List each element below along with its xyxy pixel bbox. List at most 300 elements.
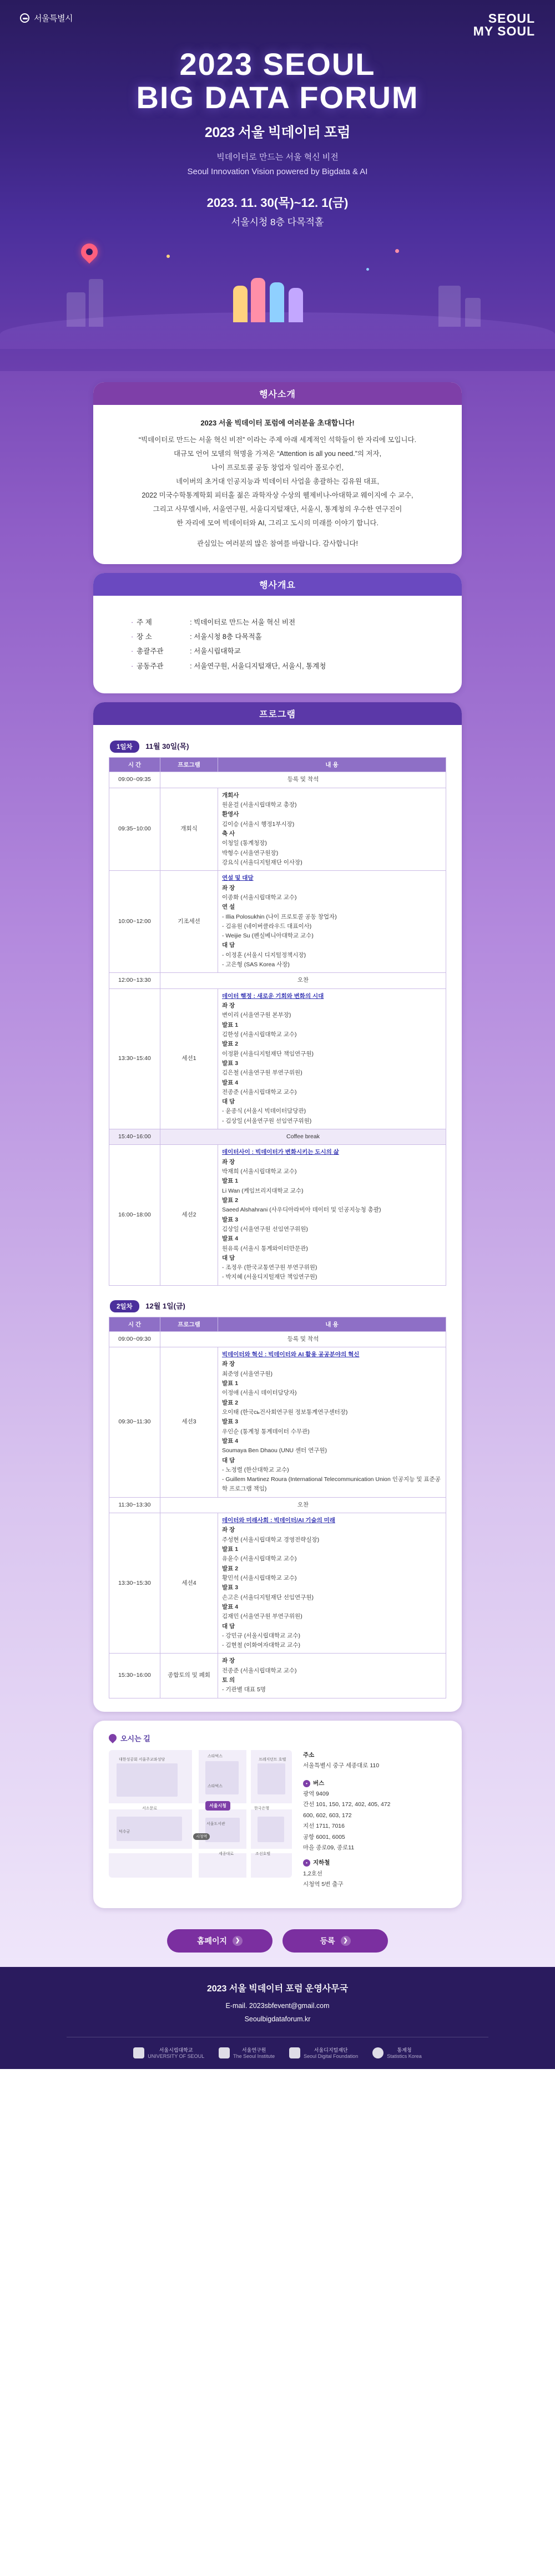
- footer-logo-item: [372, 2046, 422, 2059]
- cell-content: [218, 1347, 446, 1498]
- illustration-building: [438, 286, 461, 327]
- cell-content: [218, 988, 446, 1129]
- content-label: 발표 2: [222, 1399, 239, 1406]
- page-title: [0, 48, 555, 141]
- content-line: - 윤종식 (서울시 빅데이터담당관): [222, 1108, 306, 1115]
- content-label: 발표 3: [222, 1418, 239, 1426]
- footer-email-row: [0, 2000, 555, 2013]
- overview-item-value: : 서울시립대학교: [190, 647, 241, 656]
- footer-logo-text: [304, 2046, 358, 2059]
- content-block: [222, 1215, 442, 1235]
- content-label: 좌 장: [222, 1527, 235, 1534]
- cell-time: 15:40~16:00: [109, 1129, 160, 1145]
- content-block: [222, 1177, 442, 1196]
- illustration-person: [289, 288, 303, 322]
- map-label: 조선호텔: [255, 1852, 271, 1856]
- content-line: 원윤걸 (서울시립대학교 총장): [222, 802, 297, 809]
- transport-line: 1,2호선: [303, 1870, 322, 1877]
- event-date: 2023. 11. 30(목)~12. 1(금): [206, 196, 349, 210]
- table-row: [109, 1129, 446, 1145]
- col-program: 프로그램: [160, 1317, 218, 1331]
- content-block: [222, 1001, 442, 1021]
- event-place: 서울시청 8층 다목적홀: [231, 217, 324, 228]
- overview-item: [131, 659, 446, 673]
- overview-item-value: : 빅데이터로 만드는 서울 혁신 비전: [190, 618, 296, 626]
- map-label: 서울도서관: [206, 1822, 225, 1826]
- content-line: 유윤수 (서울시립대학교 교수): [222, 1555, 297, 1563]
- cell-content: [218, 788, 446, 871]
- cell-time: 10:00~12:00: [109, 871, 160, 973]
- overview-item-value: : 서울시청 8층 다목적홀: [190, 633, 262, 641]
- content-block: [222, 1516, 442, 1525]
- footer-logo-name: 통계청: [397, 2047, 412, 2053]
- transport-label-text: 버스: [313, 1779, 325, 1787]
- overview-item: [131, 644, 446, 658]
- footer-title: 2023 서울 빅데이터 포럼 운영사무국: [206, 1984, 349, 1994]
- overview-list: [109, 615, 446, 673]
- table-header-row: [109, 758, 446, 772]
- brand-line2: MY SOUL: [473, 24, 535, 38]
- transport-label-text: 지하철: [313, 1859, 330, 1867]
- content-line: 손고은 (서울디지털재단 선임연구원): [222, 1594, 314, 1601]
- content-line: 전종준 (서울시립대학교 교수): [222, 1088, 297, 1096]
- address-label: 주소: [303, 1751, 315, 1758]
- content-label: 좌 장: [222, 1002, 235, 1009]
- register-button[interactable]: [282, 1929, 388, 1953]
- content-line: - 김상일 (서울연구원 선임연구위원): [222, 1117, 312, 1124]
- overview-item-key: 공동주관: [137, 662, 164, 670]
- transport-line: 시청역 5번 출구: [303, 1881, 344, 1888]
- cell-program: 세션3: [160, 1347, 218, 1498]
- chevron-right-icon: ❯: [341, 1936, 351, 1946]
- content-block: [222, 1417, 442, 1437]
- content-line: - 조정우 (한국교통연구원 부연구위원): [222, 1264, 317, 1271]
- intro-p4: 네이버의 초거대 인공지능과 빅데이터 사업을 총괄하는 김유원 대표,: [176, 478, 379, 486]
- content-label: 좌 장: [222, 1361, 235, 1368]
- day1-badge: 1일차: [110, 741, 139, 753]
- register-button-label: 등록: [320, 1936, 335, 1945]
- cell-program: 종합토의 및 폐회: [160, 1654, 218, 1698]
- content-line: - 고은형 (SAS Korea 사장): [222, 961, 290, 968]
- organization-logo-icon: [133, 2047, 144, 2058]
- content-block: [222, 1148, 442, 1157]
- title-ko: 2023 서울 빅데이터 포럼: [204, 124, 351, 140]
- footer-logo-name: 서울연구원: [241, 2047, 266, 2053]
- content-block: [222, 810, 442, 829]
- overview-card: [93, 573, 462, 693]
- day1-header: [109, 737, 446, 757]
- overview-item: [131, 615, 446, 630]
- content-line: - 김현철 (이화여자대학교 교수): [222, 1642, 300, 1649]
- day1-label: 11월 30일(목): [145, 742, 189, 751]
- footer-logo-text: [233, 2046, 275, 2059]
- content-line: 황민석 (서울시립대학교 교수): [222, 1574, 297, 1581]
- illustration-building: [67, 292, 85, 327]
- table-row: [109, 1654, 446, 1698]
- brand-line1: SEOUL: [488, 11, 535, 26]
- overview-item-key: 장 소: [137, 633, 152, 641]
- illustration-building: [465, 298, 481, 327]
- content-block: [222, 1545, 442, 1564]
- cell-content: Coffee break: [160, 1129, 446, 1145]
- cell-program: 기조세션: [160, 871, 218, 973]
- transport-line: 광역 9409: [303, 1790, 329, 1797]
- content-label: 발표 2: [222, 1565, 239, 1572]
- content-label: 발표 1: [222, 1021, 239, 1028]
- footer-logo-sub: UNIVERSITY OF SEOUL: [148, 2053, 205, 2060]
- table-row: [109, 973, 446, 988]
- content-line: - 노정렬 (한산대학교 교수): [222, 1466, 289, 1473]
- map-block: [258, 1763, 285, 1794]
- content-block: [222, 902, 442, 941]
- footer-logo-name: 서울디지털재단: [314, 2047, 348, 2053]
- content-label: 발표 4: [222, 1235, 239, 1243]
- content-block: [222, 884, 442, 903]
- map-label: 프레지던트 호텔: [259, 1757, 286, 1762]
- intro-body: [93, 405, 462, 564]
- content-label: 발표 1: [222, 1380, 239, 1387]
- content-block: [222, 1234, 442, 1254]
- overview-item-key: 총괄주관: [137, 647, 164, 656]
- content-line: 김이승 (서울시 행정1부시장): [222, 820, 295, 828]
- session-title: 데이터 행정 : 새로운 기회와 변화의 시대: [222, 992, 324, 1000]
- footer-logos: [67, 2037, 488, 2059]
- content-line: - 김유원 (네이버클라우드 대표이사): [222, 922, 312, 930]
- footer-email-label: E-mail.: [225, 2001, 248, 2010]
- illustration-person: [270, 282, 284, 322]
- seoul-mark-icon: [20, 13, 29, 23]
- location-pin-icon: [107, 1732, 118, 1743]
- col-time: 시 간: [109, 758, 160, 772]
- content-label: 개회사: [222, 792, 239, 799]
- footer-logo-item: [133, 2046, 204, 2059]
- transport-label: [303, 1858, 391, 1868]
- seoul-my-soul-logo: [473, 12, 535, 38]
- bullet-icon: ·: [131, 662, 134, 670]
- col-content: 내 용: [218, 1317, 446, 1331]
- day1-table: [109, 757, 446, 1285]
- subtitle-en: Seoul Innovation Vision powered by Bigdata & AI: [187, 167, 368, 177]
- content-line: Soumaya Ben Dhaou (UNU 센터 연구원): [222, 1447, 327, 1454]
- content-block: [222, 1676, 442, 1695]
- content-line: 변이리 (서울연구원 본부장): [222, 1012, 291, 1019]
- intro-p8: 관심있는 여러분의 많은 참여를 바랍니다. 감사합니다!: [197, 540, 358, 548]
- session-title: 연설 및 대담: [222, 875, 254, 882]
- content-block: [222, 1603, 442, 1622]
- cell-time: 09:00~09:30: [109, 1331, 160, 1347]
- content-line: - Weijie Su (펜실베니아대학교 교수): [222, 932, 314, 940]
- seoul-city-logo: [20, 12, 73, 24]
- action-buttons: [0, 1917, 555, 1967]
- title-en-line1: 2023 SEOUL: [179, 47, 376, 82]
- transport-line: 공항 6001, 6005: [303, 1833, 345, 1840]
- content-line: 이종화 (서울시립대학교 교수): [222, 894, 297, 901]
- content-label: 발표 4: [222, 1603, 239, 1610]
- intro-p1: “빅데이터로 만드는 서울 혁신 비전” 이라는 주제 아래 세계적인 석학들이 한 자리에 모입니다.: [138, 436, 417, 444]
- transport-line: 마을 종로09, 종로11: [303, 1844, 355, 1852]
- title-en-line2: BIG DATA FORUM: [136, 80, 419, 115]
- content-line: 김상일 (서울연구원 선임연구위원): [222, 1225, 308, 1233]
- content-line: 최준영 (서울연구원): [222, 1370, 273, 1377]
- map-road-vertical: [246, 1750, 251, 1878]
- cell-content: [218, 1654, 446, 1698]
- content-label: 좌 장: [222, 884, 235, 891]
- illustration-dot: [366, 268, 369, 271]
- map-label: 대한성공회 서울주교좌성당: [119, 1757, 165, 1762]
- intro-p2: 대규모 언어 모델의 혁명을 가져온 “Attention is all you need.”의 저자,: [173, 450, 382, 458]
- content-block: [222, 1059, 442, 1078]
- footer-contact: [0, 2000, 555, 2026]
- footer-logo-sub: Seoul Digital Foundation: [304, 2053, 359, 2060]
- intro-heading: 행사소개: [93, 382, 462, 405]
- day2-header: [109, 1297, 446, 1317]
- content-line: - 강민규 (서울시립대학교 교수): [222, 1632, 300, 1639]
- intro-p3: 나이 프로토콜 공동 창업자 일리아 폴로수킨,: [211, 464, 344, 472]
- illustration-dot: [395, 249, 399, 253]
- content-line: 오이태 (한국сь건사회연구원 정보통계연구센터장): [222, 1408, 348, 1416]
- overview-heading: 행사개요: [93, 573, 462, 596]
- content-block: [222, 1039, 442, 1059]
- content-block: [222, 1158, 442, 1177]
- intro-lead: 2023 서울 빅데이터 포럼에 여러분을 초대합니다!: [200, 419, 355, 428]
- content-line: 강요식 (서울디지털재단 이사장): [222, 859, 302, 866]
- content-line: - 이정훈 (서울시 디지털정책시장): [222, 951, 306, 959]
- content-label: 대 담: [222, 942, 235, 949]
- content-line: Li Wan (케임브리지대학교 교수): [222, 1187, 304, 1194]
- content-label: 발표 2: [222, 1196, 239, 1204]
- chevron-right-icon: ❯: [233, 1936, 243, 1946]
- table-row: [109, 1331, 446, 1347]
- content-block: [222, 1254, 442, 1282]
- content-label: 발표 2: [222, 1041, 239, 1048]
- content-line: 박재희 (서울시립대학교 교수): [222, 1168, 297, 1175]
- cell-time: 09:35~10:00: [109, 788, 160, 871]
- content-block: [222, 941, 442, 970]
- content-label: 축 사: [222, 830, 235, 837]
- content-block: [222, 1583, 442, 1603]
- footer-logo-sub: The Seoul Institute: [233, 2053, 275, 2060]
- content-block: [222, 1564, 442, 1584]
- content-line: 김한성 (서울시립대학교 교수): [222, 1031, 297, 1038]
- content-block: [222, 1379, 442, 1398]
- table-row: [109, 871, 446, 973]
- content-block: [222, 1196, 442, 1215]
- content-line: 김은철 (서울연구원 부연구위원): [222, 1069, 302, 1077]
- illustration-person: [233, 286, 248, 322]
- content-line: - 박지혜 (서울디지털재단 책임연구원): [222, 1274, 317, 1281]
- transport-label: [303, 1778, 391, 1789]
- map-label: 스타벅스: [208, 1754, 223, 1758]
- cell-time: 09:00~09:35: [109, 772, 160, 788]
- content-label: 좌 장: [222, 1657, 235, 1665]
- map-block: [117, 1763, 178, 1797]
- content-line: 우인순 (통계청 통계데이터 수무관): [222, 1428, 310, 1435]
- content-line: 이청일 (통계청장): [222, 840, 267, 847]
- table-row: [109, 772, 446, 788]
- content-line: 박형수 (서울연구원장): [222, 849, 279, 856]
- content-label: 대 담: [222, 1622, 235, 1630]
- content-block: [222, 1622, 442, 1651]
- cell-content: 등록 및 착석: [160, 772, 446, 788]
- table-row: [109, 1513, 446, 1654]
- spacer: [303, 1853, 391, 1858]
- program-body: [93, 725, 462, 1711]
- content-line: - Guillem Martinez Roura (International Telecommunication Union 인공지능 및 표준공학 프로그램 책임): [222, 1476, 441, 1493]
- session-title: 데이터사이 : 빅데이터가 변화시키는 도시의 삶: [222, 1149, 339, 1156]
- content-block: [222, 1456, 442, 1494]
- homepage-button-label: 홈페이지: [196, 1936, 228, 1945]
- col-time: 시 간: [109, 1317, 160, 1331]
- content-line: 김재민 (서울연구원 부연구위원): [222, 1613, 302, 1620]
- table-header-row: [109, 1317, 446, 1331]
- session-title: 빅데이터와 혁신 : 빅데이터와 AI 활용 공공분야의 혁신: [222, 1351, 360, 1358]
- overview-item: [131, 630, 446, 644]
- day2-table: [109, 1317, 446, 1698]
- map-label: 세종대로: [219, 1852, 234, 1856]
- map-label: 한국은행: [254, 1806, 270, 1811]
- cell-content: [218, 1145, 446, 1285]
- content-block: [222, 1360, 442, 1379]
- content-block: [222, 1021, 442, 1040]
- map-road-vertical: [192, 1750, 199, 1878]
- map-canvas[interactable]: [109, 1750, 292, 1878]
- content-line: - 기관별 대표 5명: [222, 1686, 266, 1693]
- col-content: 내 용: [218, 758, 446, 772]
- map-block: [258, 1817, 284, 1842]
- footer-logo-name: 서울시립대학교: [159, 2047, 193, 2053]
- table-row: [109, 1347, 446, 1498]
- map-label: 덕수궁: [119, 1829, 130, 1834]
- directions-heading-label: 오시는 길: [120, 1734, 150, 1743]
- hero-subtitle: [0, 150, 555, 180]
- address-value: 서울특별시 중구 세종대로 110: [303, 1762, 380, 1769]
- map-venue-marker: 서울시청: [205, 1801, 230, 1811]
- footer-logo-item: [289, 2046, 358, 2059]
- map-info: [303, 1750, 391, 1895]
- cell-content: 등록 및 착석: [160, 1331, 446, 1347]
- bullet-icon: ·: [131, 633, 134, 641]
- map-pin-icon: [78, 240, 101, 263]
- seoul-city-logo-label: 서울특별시: [34, 14, 73, 23]
- cell-time: 15:30~16:00: [109, 1654, 160, 1698]
- content-label: 대 담: [222, 1254, 235, 1261]
- illustration-building: [89, 279, 103, 327]
- content-block: [222, 1350, 442, 1360]
- directions-heading: [109, 1733, 446, 1743]
- illustration-person: [251, 278, 265, 322]
- program-card: [93, 702, 462, 1711]
- cell-program: 세션4: [160, 1513, 218, 1654]
- content-line: Saeed Alshahrani (사우디아라비아 데이터 및 인공지능청 총괄): [222, 1206, 381, 1214]
- overview-body: [93, 596, 462, 693]
- content-block: [222, 791, 442, 810]
- cell-content: [218, 1513, 446, 1654]
- intro-card: [93, 382, 462, 564]
- intro-p7: 한 자리에 모여 빅데이터와 AI, 그리고 도시의 미래를 이야기 합니다.: [176, 519, 379, 528]
- content-block: [222, 829, 442, 868]
- transport-list: [303, 1778, 391, 1895]
- content-label: 발표 4: [222, 1079, 239, 1086]
- homepage-button[interactable]: [167, 1929, 273, 1953]
- cell-program: 개회식: [160, 788, 218, 871]
- bullet-icon: ·: [131, 647, 134, 656]
- footer: [0, 1967, 555, 2070]
- content-block: [222, 992, 442, 1001]
- footer-logo-sub: Statistics Korea: [387, 2053, 422, 2060]
- intro-p6: 그리고 사무엘시바, 서울연구원, 서울디지털재단, 서울시, 통계청의 우수한 연구진이: [153, 505, 402, 514]
- overview-item-value: : 서울연구원, 서울디지털재단, 서울시, 통계청: [190, 662, 326, 670]
- subtitle-ko: 빅데이터로 만드는 서울 혁신 비전: [216, 152, 339, 162]
- hero-banner: [0, 0, 555, 371]
- bus-icon: •: [303, 1780, 310, 1787]
- program-heading: 프로그램: [93, 702, 462, 725]
- map-station-marker: 시청역: [193, 1833, 210, 1840]
- transport-line: 간선 101, 150, 172, 402, 405, 472: [303, 1801, 391, 1808]
- hero-illustration: [0, 238, 555, 349]
- cell-time: 12:00~13:30: [109, 973, 160, 988]
- footer-logo-text: [148, 2046, 204, 2059]
- cell-time: 16:00~18:00: [109, 1145, 160, 1285]
- content-line: 이정애 (서울시 데이터담당자): [222, 1390, 297, 1397]
- map-label: 서소문로: [142, 1806, 158, 1811]
- content-label: 발표 3: [222, 1216, 239, 1223]
- intro-p5: 2022 미국수학통계학회 피터홀 젊은 과학자상 수상의 웰제비나-아대학교 웨이지에 수 교수,: [142, 491, 413, 500]
- content-block: [222, 1656, 442, 1676]
- content-line: 전종준 (서울시립대학교 교수): [222, 1667, 297, 1674]
- content-label: 발표 1: [222, 1546, 239, 1553]
- bullet-icon: ·: [131, 618, 134, 626]
- footer-logo-item: [219, 2046, 275, 2059]
- content-line: 원유록 (서울시 통계와이터만문관): [222, 1245, 308, 1252]
- table-row: [109, 1497, 446, 1513]
- spacer: [303, 1890, 391, 1895]
- cell-time: 09:30~11:30: [109, 1347, 160, 1498]
- footer-email-value[interactable]: 2023sbfevent@gmail.com: [249, 2001, 330, 2010]
- organization-logo-icon: [219, 2047, 230, 2058]
- illustration-dot: [167, 255, 170, 258]
- content-line: 이정환 (서울디지털재단 책임연구원): [222, 1050, 314, 1057]
- content-label: 토 의: [222, 1677, 235, 1684]
- transport-line: 지선 1711, 7016: [303, 1823, 345, 1830]
- col-program: 프로그램: [160, 758, 218, 772]
- content-block: [222, 1525, 442, 1545]
- subway-icon: •: [303, 1859, 310, 1867]
- cell-time: 13:30~15:30: [109, 1513, 160, 1654]
- cell-content: [218, 871, 446, 973]
- content-label: 연 설: [222, 904, 235, 911]
- table-row: [109, 988, 446, 1129]
- directions-card: [93, 1721, 462, 1908]
- content-label: 발표 3: [222, 1584, 239, 1591]
- table-row: [109, 788, 446, 871]
- hero-top-bar: [0, 0, 555, 38]
- transport-item: [303, 1778, 391, 1858]
- content-label: 대 담: [222, 1098, 235, 1106]
- content-label: 발표 4: [222, 1437, 239, 1444]
- map-block: [205, 1761, 239, 1794]
- content-label: 발표 3: [222, 1059, 239, 1067]
- cell-time: 11:30~13:30: [109, 1497, 160, 1513]
- content-line: 주성현 (서울시립대학교 경영전략실장): [222, 1536, 320, 1543]
- content-area: [0, 371, 555, 1966]
- content-label: 대 담: [222, 1457, 235, 1464]
- directions-body: [93, 1721, 462, 1908]
- footer-site[interactable]: Seoulbigdataforum.kr: [244, 2015, 311, 2023]
- organization-logo-icon: [372, 2047, 384, 2058]
- content-block: [222, 1398, 442, 1418]
- footer-logo-text: [387, 2046, 422, 2059]
- content-block: [222, 1097, 442, 1126]
